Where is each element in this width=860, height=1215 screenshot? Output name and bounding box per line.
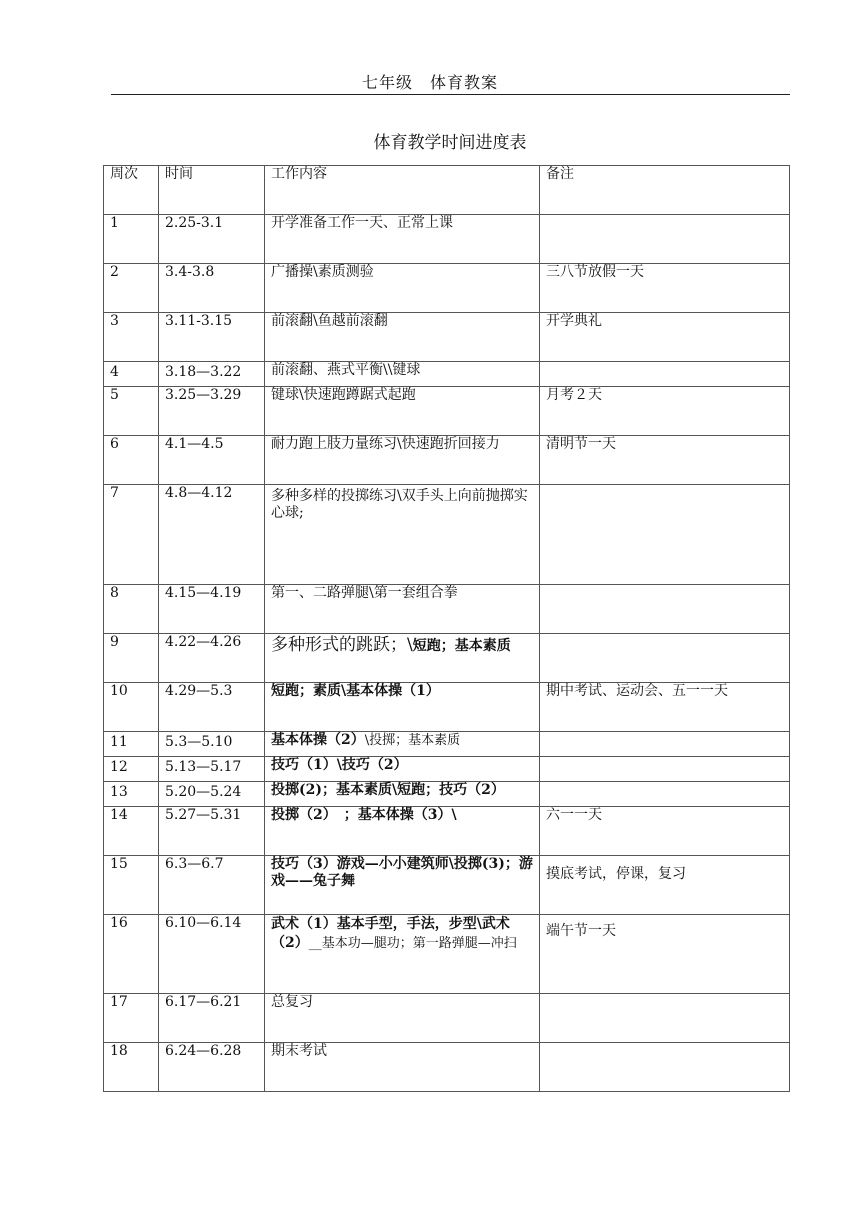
- note-cell: 端午节一天: [540, 915, 790, 994]
- schedule-table: [103, 165, 790, 1092]
- content-cell: 前滚翻、燕式平衡\\键球: [265, 362, 540, 387]
- content-text-bold: 武术（1）基本手型，手法，步型\武术（2）: [271, 916, 510, 951]
- page-header: 七年级 体育教案: [361, 73, 498, 92]
- note-cell: [540, 485, 790, 585]
- note-cell: [540, 634, 790, 683]
- content-cell: 广播操\素质测验: [265, 264, 540, 313]
- content-cell: 开学准备工作一天、正常上课: [265, 215, 540, 264]
- note-cell: [540, 732, 790, 757]
- note-cell: 期中考试、运动会、五一一天: [540, 683, 790, 732]
- time-cell: 3.4-3.8: [159, 264, 265, 313]
- table-row: [104, 387, 790, 436]
- content-text-bold: 短跑；基本素质: [412, 638, 511, 654]
- column-header-note: 备注: [540, 166, 790, 215]
- note-cell: [540, 215, 790, 264]
- note-cell: 摸底考试，停课，复习: [540, 856, 790, 915]
- table-row: [104, 683, 790, 732]
- week-cell: 1: [104, 215, 159, 264]
- time-cell: 6.10—6.14: [159, 915, 265, 994]
- table-row: [104, 856, 790, 915]
- table-row: [104, 994, 790, 1043]
- week-cell: 4: [104, 362, 159, 387]
- table-row: [104, 634, 790, 683]
- time-cell: 4.22—4.26: [159, 634, 265, 683]
- content-cell: 键球\快速跑蹲踞式起跑: [265, 387, 540, 436]
- table-row: [104, 782, 790, 807]
- table-row: [104, 915, 790, 994]
- column-header-content: 工作内容: [265, 166, 540, 215]
- week-cell: 11: [104, 732, 159, 757]
- week-cell: 5: [104, 387, 159, 436]
- table-row: [104, 807, 790, 856]
- time-cell: 4.8—4.12: [159, 485, 265, 585]
- content-cell: 多种多样的投掷练习\双手头上向前抛掷实心球;: [265, 485, 540, 585]
- time-cell: 4.29—5.3: [159, 683, 265, 732]
- week-cell: 3: [104, 313, 159, 362]
- time-cell: 5.13—5.17: [159, 757, 265, 782]
- note-cell: [540, 757, 790, 782]
- time-cell: 2.25-3.1: [159, 215, 265, 264]
- time-cell: 4.1—4.5: [159, 436, 265, 485]
- table-row: [104, 362, 790, 387]
- table-row: [104, 485, 790, 585]
- time-cell: 6.3—6.7: [159, 856, 265, 915]
- week-cell: 2: [104, 264, 159, 313]
- note-cell: 月考２天: [540, 387, 790, 436]
- note-cell: [540, 1043, 790, 1092]
- table-row: [104, 1043, 790, 1092]
- content-cell: 技巧（3）游戏—小小建筑师\投掷(3)；游戏——兔子舞: [265, 856, 540, 915]
- note-cell: 六一一天: [540, 807, 790, 856]
- content-cell: [265, 732, 540, 757]
- week-cell: 8: [104, 585, 159, 634]
- content-text: \投掷；基本素质: [364, 733, 461, 748]
- time-cell: 5.27—5.31: [159, 807, 265, 856]
- week-cell: 17: [104, 994, 159, 1043]
- table-row: [104, 313, 790, 362]
- content-cell: 总复习: [265, 994, 540, 1043]
- week-cell: 14: [104, 807, 159, 856]
- week-cell: 7: [104, 485, 159, 585]
- content-text: 多种形式的跳跃；\: [271, 635, 413, 655]
- content-cell: 短跑；素质\基本体操（1）: [265, 683, 540, 732]
- week-cell: 16: [104, 915, 159, 994]
- document-title: 体育教学时间进度表: [373, 133, 527, 153]
- content-cell: 第一、二路弹腿\第一套组合拳: [265, 585, 540, 634]
- table-row: [104, 436, 790, 485]
- table-row: [104, 757, 790, 782]
- content-cell: 投掷(2)；基本素质\短跑；技巧（2）: [265, 782, 540, 807]
- content-cell: 耐力跑上肢力量练习\快速跑折回接力: [265, 436, 540, 485]
- week-cell: 12: [104, 757, 159, 782]
- note-cell: [540, 585, 790, 634]
- table-header-row: [104, 166, 790, 215]
- note-cell: 开学典礼: [540, 313, 790, 362]
- note-cell: [540, 362, 790, 387]
- week-cell: 13: [104, 782, 159, 807]
- table-row: [104, 732, 790, 757]
- content-cell: [265, 634, 540, 683]
- time-cell: 4.15—4.19: [159, 585, 265, 634]
- time-cell: 3.18—3.22: [159, 362, 265, 387]
- time-cell: 3.25—3.29: [159, 387, 265, 436]
- header-rule: [111, 94, 790, 95]
- time-cell: 3.11-3.15: [159, 313, 265, 362]
- content-cell: 前滚翻\鱼越前滚翻: [265, 313, 540, 362]
- week-cell: 15: [104, 856, 159, 915]
- content-cell: 技巧（1）\技巧（2）: [265, 757, 540, 782]
- content-cell: 期末考试: [265, 1043, 540, 1092]
- note-cell: [540, 782, 790, 807]
- content-text: __基本功—腿功；第一路弹腿—冲扫: [308, 936, 517, 951]
- week-cell: 6: [104, 436, 159, 485]
- week-cell: 18: [104, 1043, 159, 1092]
- note-cell: [540, 994, 790, 1043]
- time-cell: 6.24—6.28: [159, 1043, 265, 1092]
- content-cell: 投掷（2） ；基本体操（3）\: [265, 807, 540, 856]
- time-cell: 5.3—5.10: [159, 732, 265, 757]
- table-row: [104, 585, 790, 634]
- time-cell: 6.17—6.21: [159, 994, 265, 1043]
- note-cell: 清明节一天: [540, 436, 790, 485]
- table-row: [104, 264, 790, 313]
- column-header-week: 周次: [104, 166, 159, 215]
- week-cell: 10: [104, 683, 159, 732]
- table-row: [104, 215, 790, 264]
- note-cell: 三八节放假一天: [540, 264, 790, 313]
- content-text-bold: 基本体操（2）: [271, 732, 365, 748]
- content-cell: [265, 915, 540, 994]
- week-cell: 9: [104, 634, 159, 683]
- column-header-time: 时间: [159, 166, 265, 215]
- time-cell: 5.20—5.24: [159, 782, 265, 807]
